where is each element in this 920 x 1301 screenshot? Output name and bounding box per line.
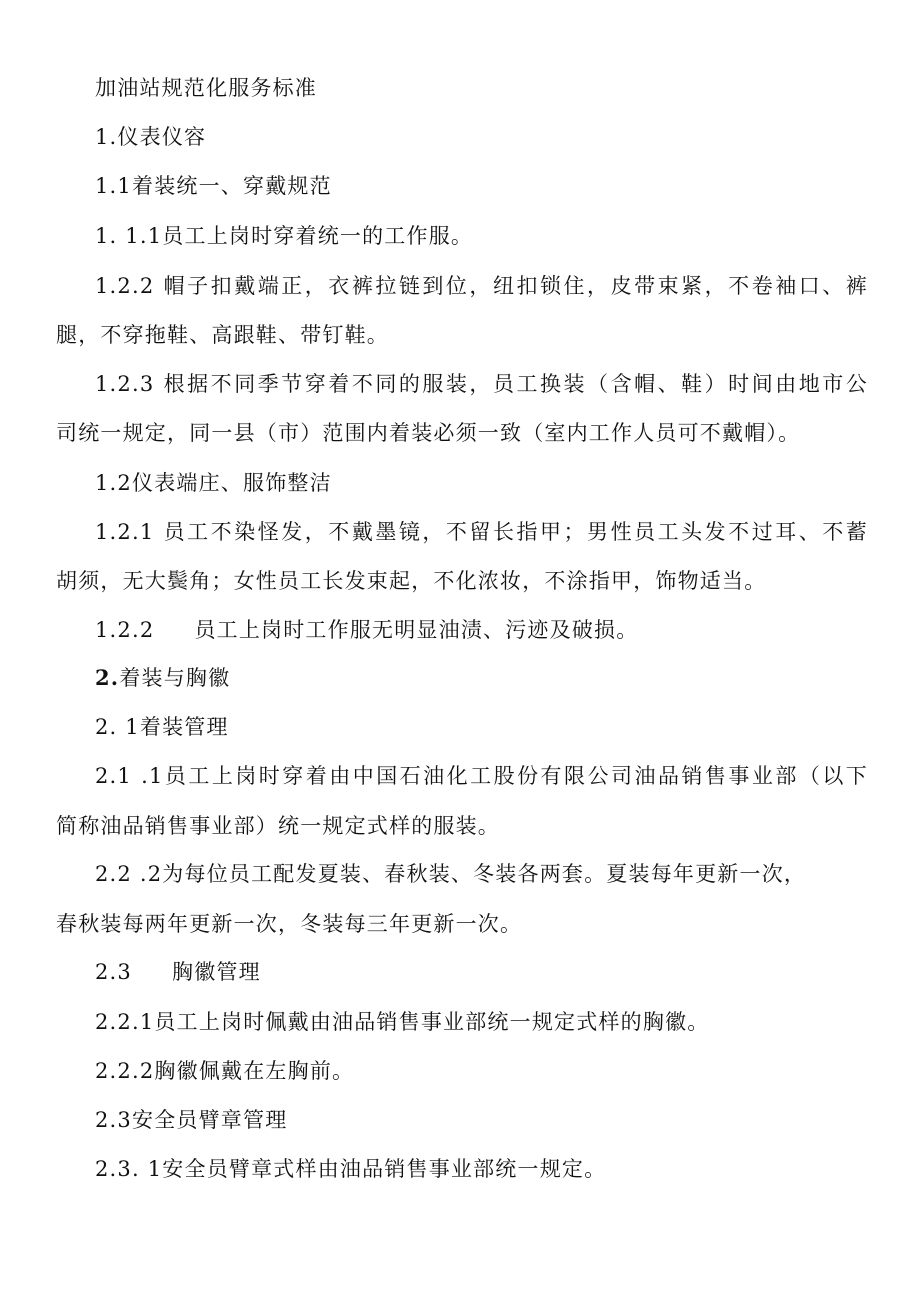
clause-2-1-1-line-2: 简称油品销售事业部）统一规定式样的服装。 [56, 814, 500, 838]
clause-1-2-2-second [95, 616, 868, 644]
clause-2-2-1: 2.2.1员工上岗时佩戴由油品销售事业部统一规定式样的胸徽。 [95, 1010, 710, 1034]
section-2-3-heading [95, 958, 868, 986]
section-number: 2.3 [95, 960, 132, 984]
section-1-heading: 1.仪表仪容 [95, 125, 207, 149]
clause-2-2-2-line-2: 春秋装每两年更新一次，冬装每三年更新一次。 [56, 912, 523, 936]
document-title: 加油站规范化服务标准 [95, 76, 317, 100]
clause-2-3-1: 2.3. 1安全员臂章式样由油品销售事业部统一规定。 [95, 1157, 607, 1181]
clause-2-2-2-badge: 2.2.2胸徽佩戴在左胸前。 [95, 1059, 355, 1083]
clause-1-2-2-line-2: 腿，不穿拖鞋、高跟鞋、带钉鞋。 [56, 323, 389, 347]
section-1-2-heading: 1.2仪表端庄、服饰整洁 [95, 471, 332, 495]
clause-text: 员工上岗时工作服无明显油渍、污迹及破损。 [194, 618, 639, 642]
clause-1-2-1-line-2: 胡须，无大鬓角；女性员工长发束起，不化浓妆，不涂指甲，饰物适当。 [56, 569, 767, 593]
clause-1-1-1: 1. 1.1员工上岗时穿着统一的工作服。 [95, 224, 474, 248]
section-2-3-armband-heading: 2.3安全员臂章管理 [95, 1108, 288, 1132]
clause-1-2-1-line-1: 1.2.1 员工不染怪发，不戴墨镜，不留长指甲；男性员工头发不过耳、不蓄 [95, 520, 868, 544]
section-2-heading [95, 664, 868, 692]
section-2-1-heading: 2. 1着装管理 [95, 715, 229, 739]
section-text: 胸徽管理 [172, 960, 261, 984]
clause-2-1-1-line-1: 2.1 .1员工上岗时穿着由中国石油化工股份有限公司油品销售事业部（以下 [95, 764, 868, 788]
clause-1-2-3-line-1: 1.2.3 根据不同季节穿着不同的服装，员工换装（含帽、鞋）时间由地市公 [95, 372, 868, 396]
section-number: 2. [95, 665, 120, 690]
section-1-1-heading: 1.1着装统一、穿戴规范 [95, 174, 332, 198]
clause-1-2-2-line-1: 1.2.2 帽子扣戴端正，衣裤拉链到位，纽扣锁住，皮带束紧，不卷袖口、裤 [95, 274, 868, 298]
clause-1-2-3-line-2: 司统一规定，同一县（市）范围内着装必须一致（室内工作人员可不戴帽）。 [56, 421, 801, 445]
clause-2-2-2-line-1: 2.2 .2为每位员工配发夏装、春秋装、冬装各两套。夏装每年更新一次， [95, 862, 807, 886]
clause-number: 1.2.2 [95, 618, 155, 642]
section-text: 着装与胸徽 [119, 666, 231, 690]
